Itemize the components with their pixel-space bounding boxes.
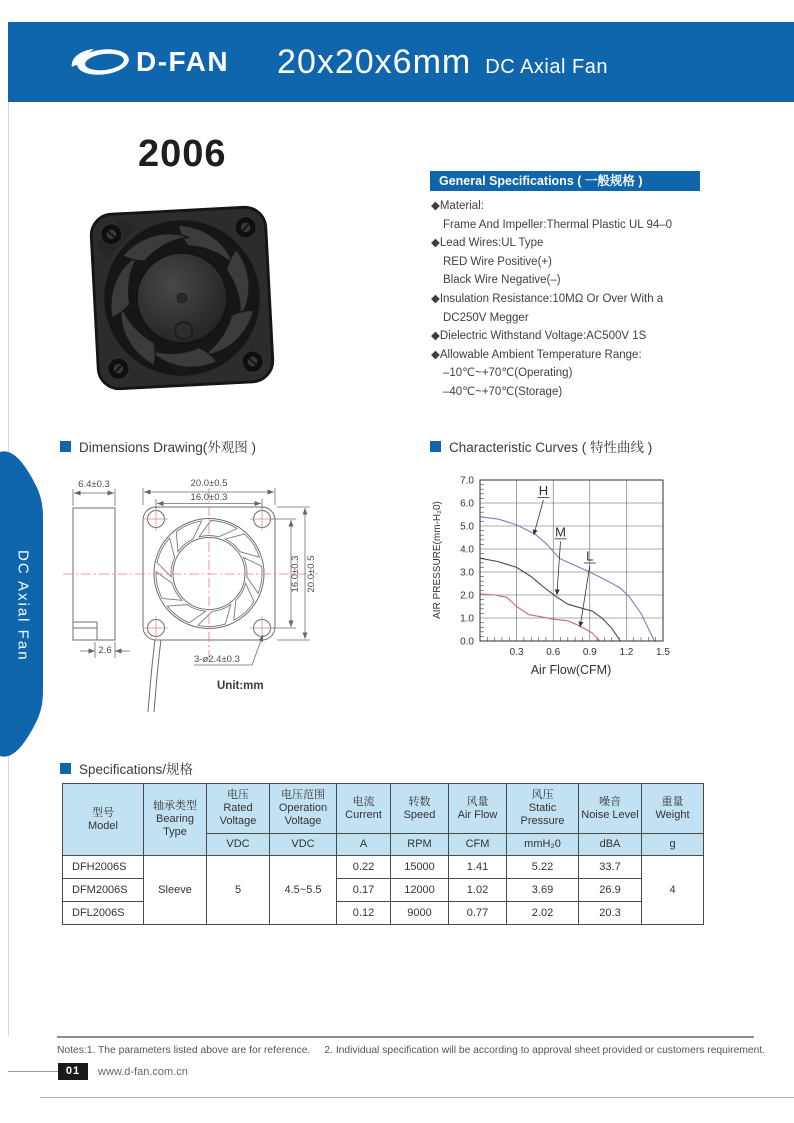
dim-hole-pitch-v: 16.0±0.3 [290,555,301,593]
cell-speed: 12000 [391,879,449,902]
dim-outer-width: 20.0±0.5 [190,478,228,489]
product-photo [86,202,278,394]
dimensions-drawing [60,462,420,722]
col-header-current: 电流 Current [337,784,391,834]
dim-hole-pitch: 16.0±0.3 [190,492,228,503]
cell-bearing: Sleeve [144,856,207,925]
series-label-L: L [586,548,594,564]
side-tab-label: DC Axial Fan [14,549,32,662]
cell-current: 0.22 [337,856,391,879]
cell-speed: 15000 [391,856,449,879]
col-header-weight: 重量 Weight [642,784,704,834]
col-header-airflow: 风量 Air Flow [449,784,507,834]
table-row [63,856,704,879]
svg-text:1.2: 1.2 [619,647,634,658]
cell-weight: 4 [642,856,704,925]
dim-step: 2.6 [98,645,112,656]
cell-operation-voltage: 4.5~5.5 [270,856,337,925]
svg-text:6.0: 6.0 [460,498,474,510]
unit-airflow: CFM [449,834,507,856]
unit-noise: dBA [579,834,642,856]
svg-text:4.0: 4.0 [460,544,474,556]
cell-pressure: 5.22 [507,856,579,879]
note-2: 2. Individual specification will be according to approval sheet provided or customers requirement. [324,1045,766,1056]
spec-item: RED Wire Positive(+) [443,255,552,268]
page-subtitle: DC Axial Fan [485,55,608,78]
cell-noise: 20.3 [579,902,642,925]
page-number-badge: 01 [58,1063,88,1080]
svg-text:5.0: 5.0 [460,521,474,533]
cell-model: DFH2006S [63,856,144,879]
section-title-label: Characteristic Curves ( 特性曲线 ) [449,440,653,455]
dim-side-width: 6.4±0.3 [78,479,110,490]
general-specs-list [431,197,751,402]
series-label-M: M [555,524,566,540]
spec-item: ◆Dielectric Withstand Voltage:AC500V 1S [431,330,647,343]
model-number: 2006 [138,133,227,175]
blue-square-icon [430,441,441,452]
cell-model: DFM2006S [63,879,144,902]
spec-item: ◆Lead Wires:UL Type [431,237,544,250]
spec-item: ◆Insulation Resistance:10MΩ Or Over With a [431,292,664,305]
cell-airflow: 1.41 [449,856,507,879]
col-header-rated-voltage: 电压 Rated Voltage [207,784,270,834]
spec-item: –10℃~+70℃(Operating) [443,367,573,380]
section-title-dimensions [60,436,256,456]
spec-item: ◆Material: [431,200,484,212]
lead-wire [154,640,161,712]
y-axis-label: AIR PRESSURE(mm-H₂0) [432,501,443,619]
svg-text:0.6: 0.6 [546,647,561,658]
footer-divider [57,1036,754,1038]
curve-H [480,517,655,641]
dim-holes: 3-ø2.4±0.3 [194,654,240,665]
blue-square-icon [60,763,71,774]
col-header-model: 型号 Model [63,784,144,856]
col-header-bearing: 轴承类型 Bearing Type [144,784,207,856]
bottom-rule [40,1097,794,1098]
svg-text:2.0: 2.0 [460,590,474,602]
unit-pressure: mmH₂0 [507,834,579,856]
cell-airflow: 1.02 [449,879,507,902]
centerlines [63,488,318,660]
cell-model: DFL2006S [63,902,144,925]
section-title-curves [430,436,652,456]
section-title-label: Dimensions Drawing(外观图 ) [79,440,257,455]
cell-current: 0.17 [337,879,391,902]
cell-current: 0.12 [337,902,391,925]
spec-item: DC250V Megger [443,311,529,324]
cell-noise: 33.7 [579,856,642,879]
cell-pressure: 3.69 [507,879,579,902]
cell-rated-voltage: 5 [207,856,270,925]
d-fan-logo-icon [70,43,132,81]
chart-plot-area [460,476,670,659]
unit-rated-voltage: VDC [207,834,270,856]
cell-noise: 26.9 [579,879,642,902]
header-title-group [277,43,608,82]
side-tab [0,448,46,763]
general-specs-header: General Specifications ( 一般规格 ) [430,171,700,191]
section-title-specifications [60,758,193,778]
spec-item: –40℃~+70℃(Storage) [443,385,563,398]
col-header-speed: 转数 Speed [391,784,449,834]
cell-pressure: 2.02 [507,902,579,925]
svg-text:0.3: 0.3 [509,647,524,658]
x-axis-label: Air Flow(CFM) [530,663,612,677]
unit-weight: g [642,834,704,856]
svg-text:7.0: 7.0 [460,475,474,487]
unit-current: A [337,834,391,856]
col-header-noise: 噪音 Noise Level [579,784,642,834]
fan-photo-group [90,206,277,392]
dim-outer-height: 20.0±0.5 [306,555,317,593]
spec-item: ◆Allowable Ambient Temperature Range: [431,348,642,361]
blue-square-icon [60,441,71,452]
spec-item: Frame And Impeller:Thermal Plastic UL 94–0 [443,218,673,231]
note-1: Notes:1. The parameters listed above are for reference. [57,1045,311,1056]
cell-speed: 9000 [391,902,449,925]
page-number-line [8,1071,58,1072]
unit-speed: RPM [391,834,449,856]
header-band [8,22,794,102]
specifications-table [62,783,704,925]
brand-name: D-FAN [136,46,230,77]
svg-text:0.9: 0.9 [582,647,597,658]
specifications-table-wrap [62,783,703,925]
characteristic-curves-chart [425,460,755,705]
website-link[interactable]: www.d-fan.com.cn [98,1066,188,1078]
svg-text:1.5: 1.5 [656,647,670,658]
unit-label: Unit:mm [217,680,264,692]
spec-item: Black Wire Negative(–) [443,274,561,287]
page-title: 20x20x6mm [277,42,472,81]
series-label-H: H [538,482,549,498]
cell-airflow: 0.77 [449,902,507,925]
svg-text:0.0: 0.0 [460,636,474,648]
lead-wire [148,640,155,712]
svg-text:1.0: 1.0 [460,613,474,625]
notes [57,1045,787,1056]
section-title-label: Specifications/规格 [79,762,194,777]
svg-text:3.0: 3.0 [460,567,474,579]
col-header-pressure: 风压 Static Pressure [507,784,579,834]
unit-operation-voltage: VDC [270,834,337,856]
curve-M [480,558,620,641]
col-header-operation-voltage: 电压范围 Operation Voltage [270,784,337,834]
